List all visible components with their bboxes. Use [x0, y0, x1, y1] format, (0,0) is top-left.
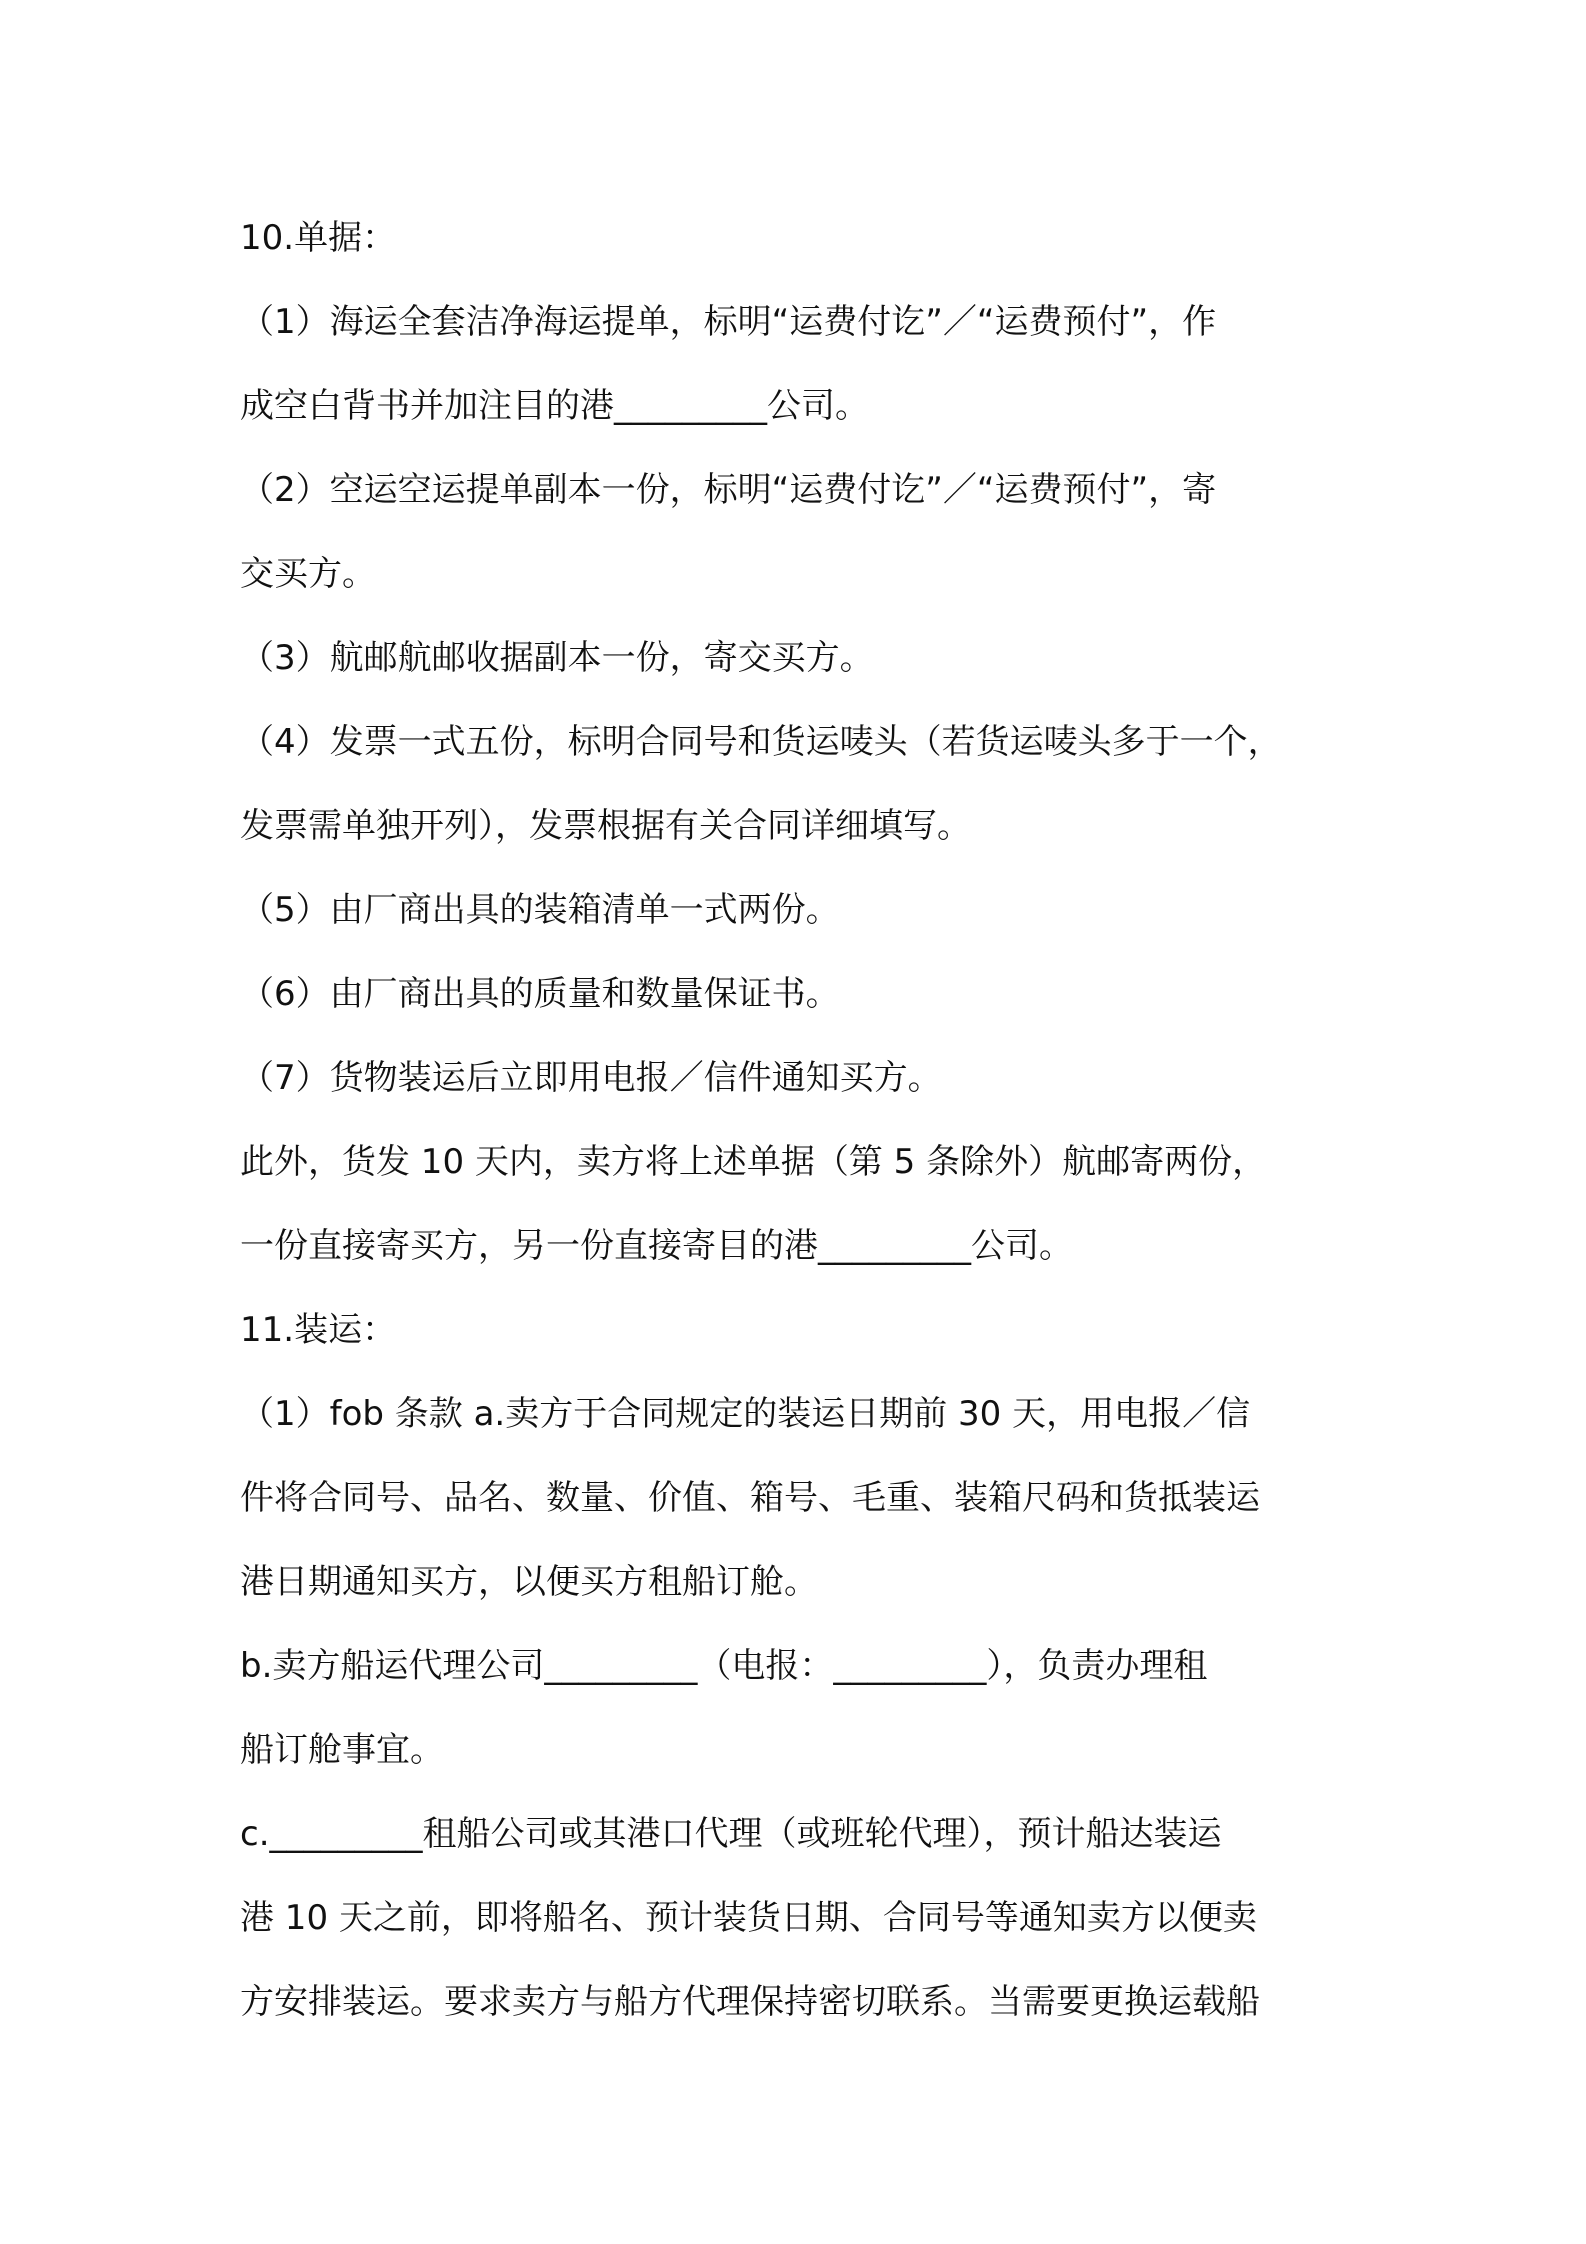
document-item-1-line-2: 成空白背书并加注目的港_________公司。	[240, 386, 869, 426]
section-heading-documents: 10.单据：	[240, 218, 397, 258]
document-item-6: （6）由厂商出具的质量和数量保证书。	[240, 974, 840, 1014]
document-item-2-line-1: （2）空运空运提单副本一份，标明“运费付讫”／“运费预付”，寄	[240, 470, 1217, 510]
shipment-b-line-2: 船订舱事宜。	[240, 1730, 444, 1770]
document-item-7: （7）货物装运后立即用电报／信件通知买方。	[240, 1058, 942, 1098]
document-item-2-line-2: 交买方。	[240, 554, 376, 594]
document-item-4-line-2: 发票需单独开列），发票根据有关合同详细填写。	[240, 806, 971, 846]
section-heading-shipment: 11.装运：	[240, 1310, 397, 1350]
document-item-3: （3）航邮航邮收据副本一份，寄交买方。	[240, 638, 874, 678]
document-item-4-line-1: （4）发票一式五份，标明合同号和货运唛头（若货运唛头多于一个，	[240, 722, 1282, 762]
shipment-c-line-2: 港 10 天之前，即将船名、预计装货日期、合同号等通知卖方以便卖	[240, 1898, 1257, 1938]
shipment-c-line-3: 方安排装运。要求卖方与船方代理保持密切联系。当需要更换运载船	[240, 1982, 1260, 2022]
documents-note-line-2: 一份直接寄买方，另一份直接寄目的港_________公司。	[240, 1226, 1073, 1266]
shipment-c-line-1: c._________租船公司或其港口代理（或班轮代理），预计船达装运	[240, 1814, 1222, 1854]
document-item-5: （5）由厂商出具的装箱清单一式两份。	[240, 890, 840, 930]
shipment-b-line-1: b.卖方船运代理公司_________（电报：_________），负责办理租	[240, 1646, 1208, 1686]
shipment-fob-line-1: （1）fob 条款 a.卖方于合同规定的装运日期前 30 天，用电报／信	[240, 1394, 1251, 1434]
document-item-1-line-1: （1）海运全套洁净海运提单，标明“运费付讫”／“运费预付”，作	[240, 302, 1217, 342]
documents-note-line-1: 此外，货发 10 天内，卖方将上述单据（第 5 条除外）航邮寄两份，	[240, 1142, 1267, 1182]
shipment-fob-line-3: 港日期通知买方，以便买方租船订舱。	[240, 1562, 818, 1602]
document-body	[240, 196, 1360, 2044]
shipment-fob-line-2: 件将合同号、品名、数量、价值、箱号、毛重、装箱尺码和货抵装运	[240, 1478, 1260, 1518]
